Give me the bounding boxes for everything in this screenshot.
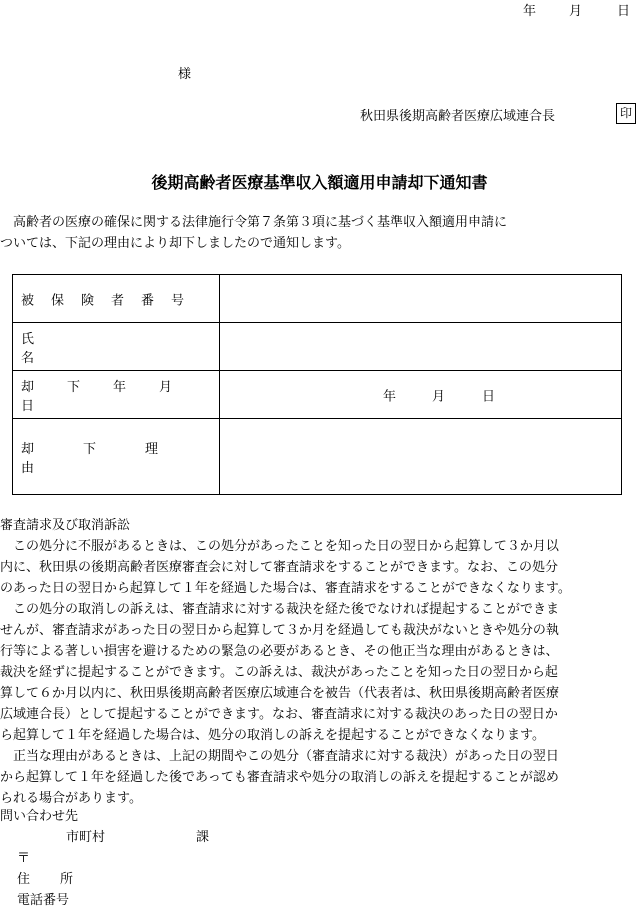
addressee-suffix: 様 <box>178 67 192 82</box>
notes-line: 内に、秋田県の後期高齢者医療審査会に対して審査請求をすることができます。なお、この処分 <box>0 560 558 575</box>
insured-number-label-cell <box>13 275 220 323</box>
section-label: 課 <box>196 830 210 845</box>
notes-line: 行等による著しい損害を避けるための緊急の必要があるとき、その他正当な理由があるときは、 <box>0 644 559 659</box>
name-value[interactable] <box>220 323 622 371</box>
intro-line: ついては、下記の理由により却下しましたので通知します。 <box>0 236 350 251</box>
issue-date-day: 日 <box>617 4 631 19</box>
intro-paragraph <box>0 212 639 254</box>
rejection-reason-value[interactable] <box>220 419 622 495</box>
name-label-cell <box>13 323 220 371</box>
notes-line: この処分の取消しの訴えは、審査請求に対する裁決を経た後でなければ提起することができま <box>0 602 560 617</box>
intro-line: 高齢者の医療の確保に関する法律施行令第７条第３項に基づく基準収入額適用申請に <box>0 215 508 230</box>
rejection-date-label: 却下年月日 <box>21 379 206 414</box>
insured-number-value[interactable] <box>220 275 622 323</box>
phone-line <box>0 890 78 911</box>
rejection-form-table <box>12 274 622 495</box>
document-title: 後期高齢者医療基準収入額適用申請却下通知書 <box>151 173 488 192</box>
address-line <box>0 869 104 890</box>
issue-date-month: 月 <box>569 4 583 19</box>
name-row <box>13 323 622 371</box>
postal-line <box>0 848 78 869</box>
notes-line: ら起算して１年を経過した場合は、処分の取消しの訴えを提起することができなくなります。 <box>0 728 545 743</box>
notes-line: られる場合があります。 <box>0 791 142 806</box>
appeal-notes <box>0 515 639 809</box>
notes-line: から起算して１年を経過した後であっても審査請求や処分の取消しの訴えを提起することが認め <box>0 770 559 785</box>
rejection-date-day: 日 <box>482 389 496 404</box>
rejection-date-month: 月 <box>432 389 446 404</box>
municipality-label: 市町村 <box>66 830 106 845</box>
contact-department <box>0 827 210 848</box>
rejection-date-year: 年 <box>383 389 397 404</box>
insured-number-row <box>13 275 622 323</box>
postal-mark: 〒 <box>17 851 31 866</box>
notes-heading: 審査請求及び取消訴訟 <box>0 518 131 533</box>
phone-label: 電話番号 <box>17 893 70 908</box>
rejection-reason-label: 却下理由 <box>21 441 208 476</box>
issue-date-year: 年 <box>523 4 537 19</box>
contact-block <box>0 806 210 911</box>
notes-line: 正当な理由があるときは、上記の期間やこの処分（審査請求に対する裁決）があった日の翌日 <box>0 749 559 764</box>
rejection-date-row <box>13 371 622 419</box>
address-label: 住所 <box>17 872 104 887</box>
rejection-reason-row <box>13 419 622 495</box>
rejection-date-value[interactable] <box>220 371 622 419</box>
notes-line: のあった日の翌日から起算して１年を経過した場合は、審査請求をすることができなくなります。 <box>0 581 571 596</box>
notes-line: 裁決を経ずに提起することができます。この訴えは、裁決があったことを知った日の翌日から起 <box>0 665 558 680</box>
issue-date <box>519 0 639 18</box>
notes-line: 算して６か月以内に、秋田県後期高齢者医療広域連合を被告（代表者は、秋田県後期高齢者医療 <box>0 686 560 701</box>
notes-line: 広域連合長）として提起することができます。なお、審査請求に対する裁決のあった日の翌日か <box>0 707 558 722</box>
sender-name: 秋田県後期高齢者医療広域連合長 <box>360 109 556 124</box>
rejection-date-label-cell <box>13 371 220 419</box>
seal-box: 印 <box>616 103 636 124</box>
notes-line: この処分に不服があるときは、この処分があったことを知った日の翌日から起算して３か月以 <box>0 539 559 554</box>
name-label: 氏名 <box>21 331 202 366</box>
notes-line: せんが、審査請求があった日の翌日から起算して３か月を経過しても裁決がないときや処分の執 <box>0 623 559 638</box>
rejection-reason-label-cell <box>13 419 220 495</box>
insured-number-label: 被保険者番号 <box>21 293 202 308</box>
contact-heading: 問い合わせ先 <box>0 809 79 824</box>
